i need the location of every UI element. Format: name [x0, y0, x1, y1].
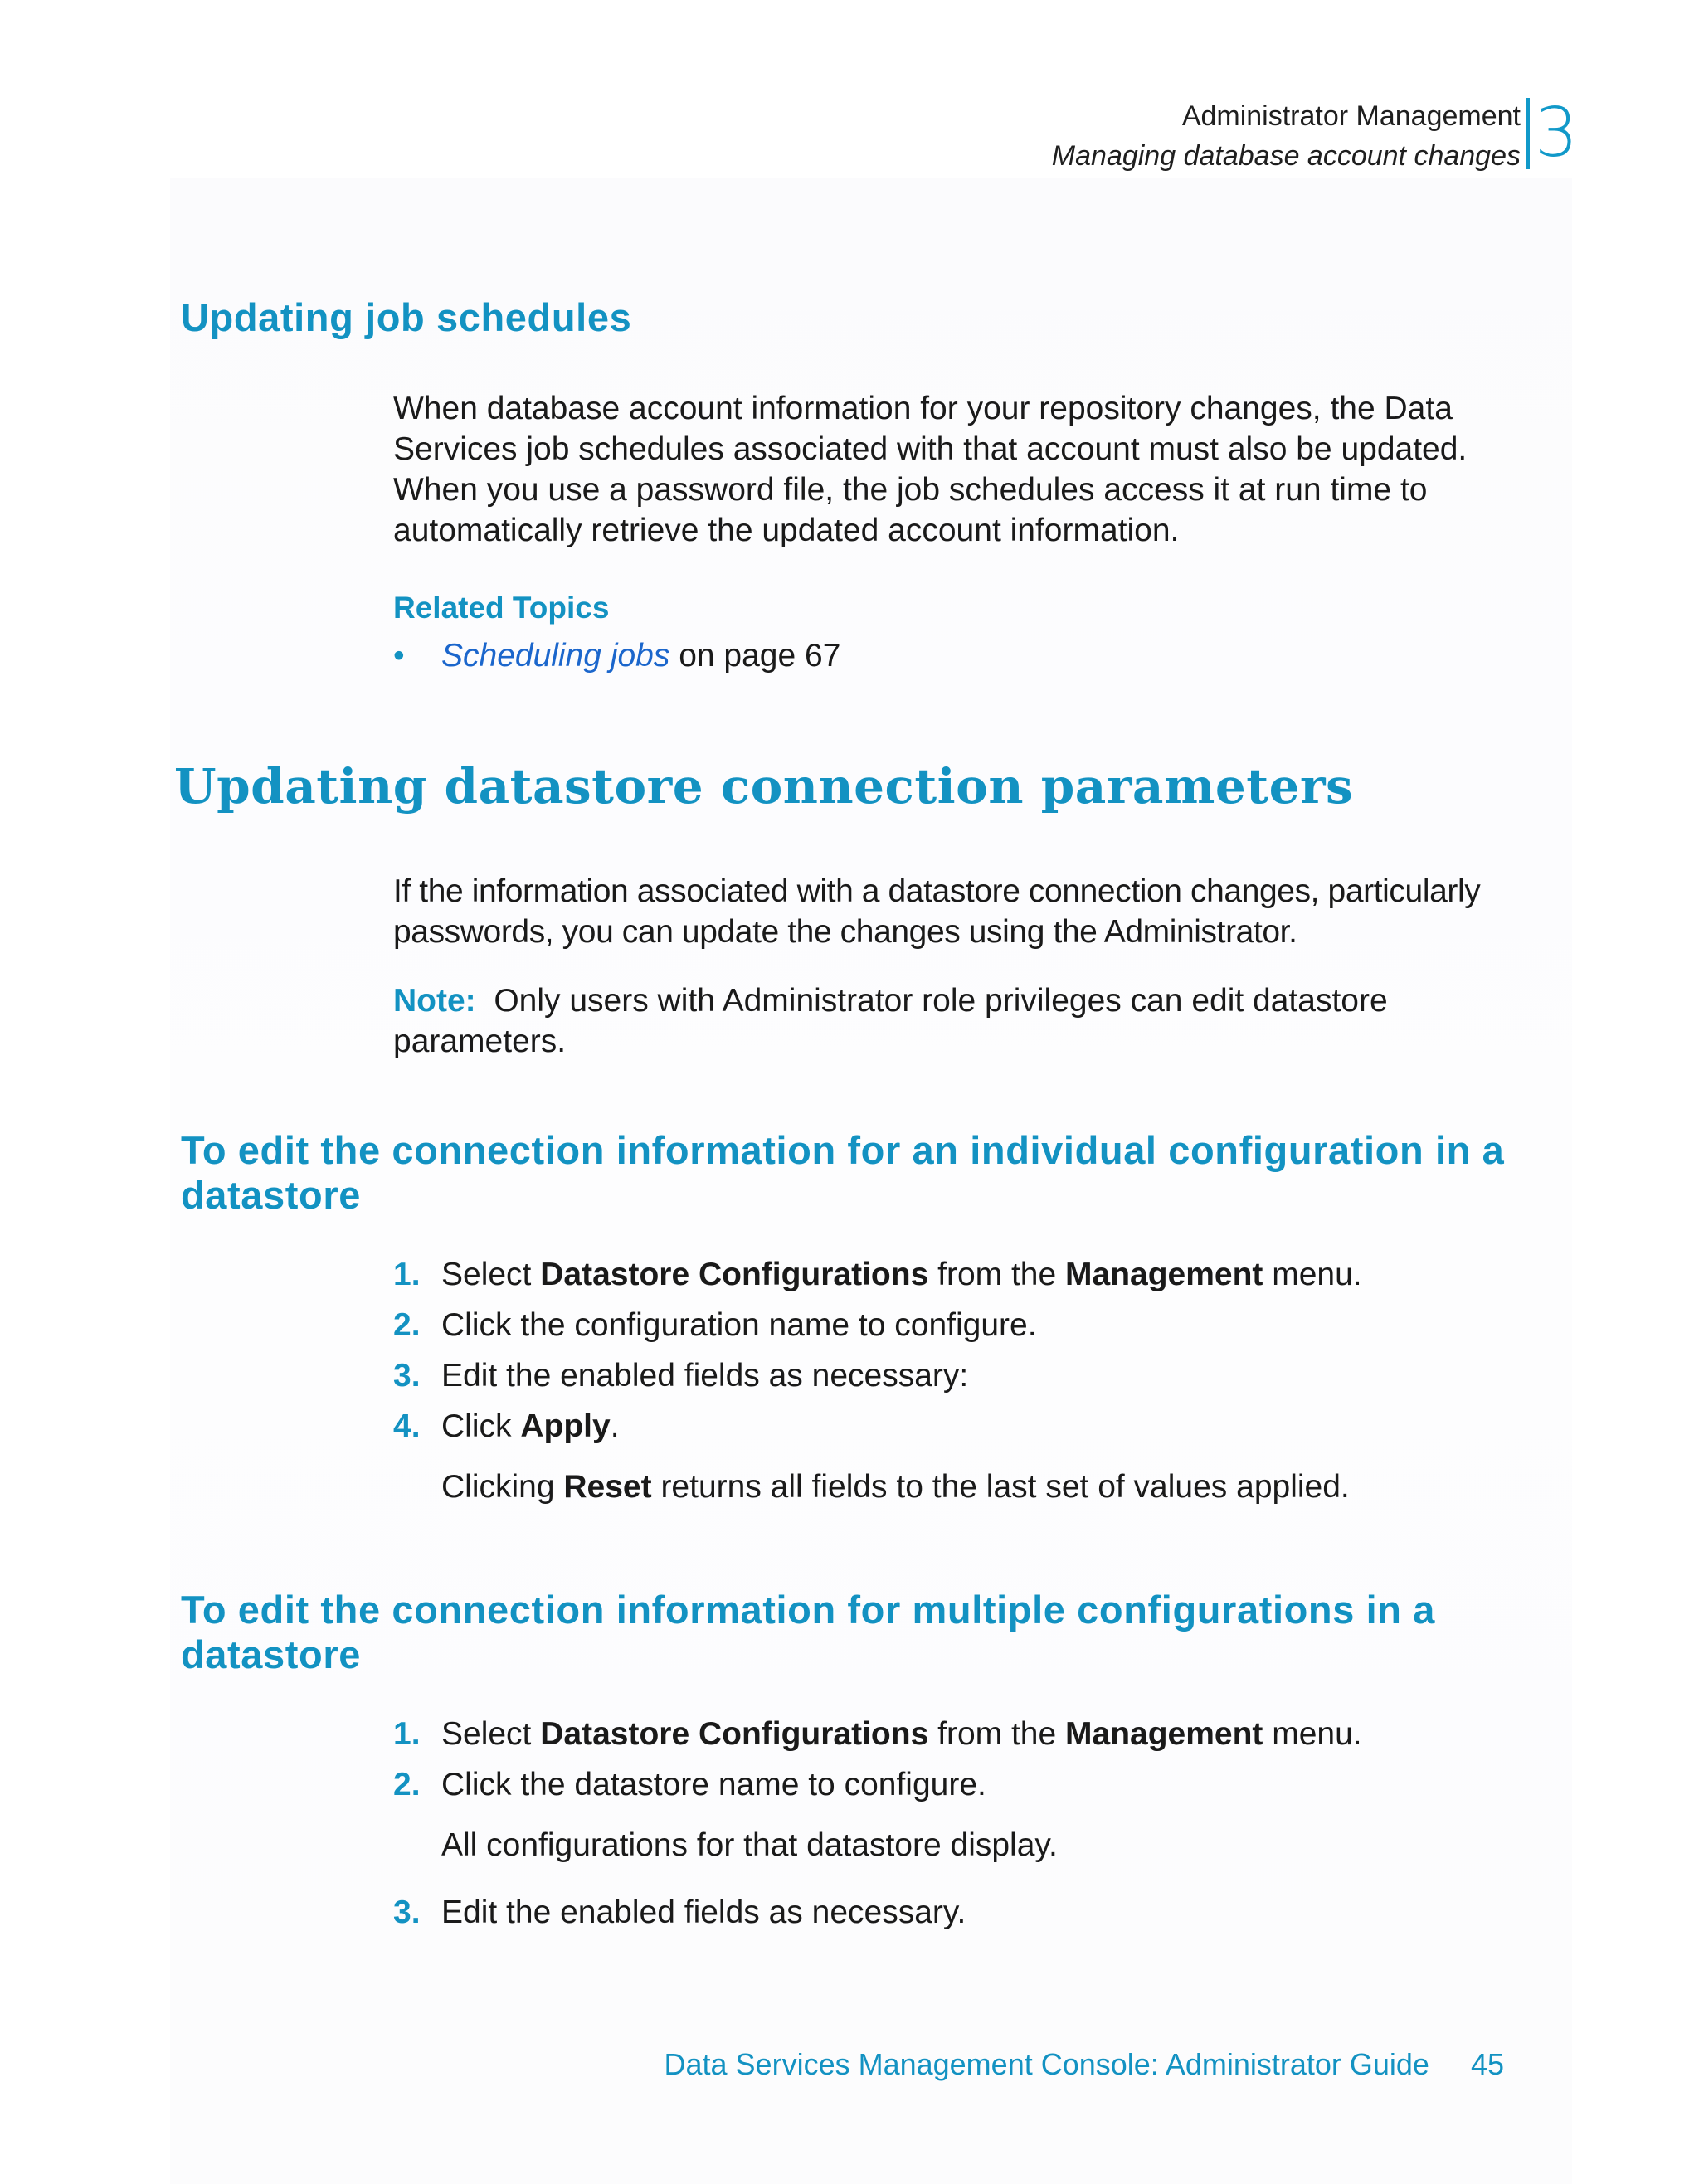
step-text: Click the datastore name to configure. — [441, 1767, 986, 1802]
scheduling-jobs-link[interactable]: Scheduling jobs — [441, 638, 670, 674]
page-footer — [665, 2047, 1505, 2082]
step-item — [393, 1892, 1362, 1943]
step-text: Clicking — [441, 1469, 564, 1505]
step-text: Select — [441, 1257, 541, 1292]
ui-term-reset: Reset — [563, 1469, 652, 1505]
step-number: 2. — [393, 1767, 421, 1802]
step-number: 2. — [393, 1307, 421, 1343]
heading-updating-datastore-connection-parameters: Updating datastore connection parameters — [174, 758, 1354, 815]
step-text: . — [610, 1408, 620, 1444]
section-title: Managing database account changes — [1051, 140, 1521, 172]
step-item — [393, 1764, 1362, 1805]
related-topic-page: on page 67 — [669, 638, 841, 674]
step-item — [393, 1305, 1362, 1355]
step-text: Click — [441, 1408, 521, 1444]
running-header — [1052, 96, 1521, 176]
ui-term-apply: Apply — [520, 1408, 611, 1444]
step-number: 3. — [393, 1895, 421, 1930]
step-item — [393, 1355, 1362, 1406]
step-continuation — [393, 1467, 1362, 1507]
step-text: Edit the enabled fields as necessary. — [441, 1895, 966, 1930]
chapter-title: Administrator Management — [1181, 100, 1521, 132]
note-text: Only users with Administrator role privileges can edit datastore parameters. — [393, 983, 1388, 1059]
datastore-paragraph: If the information associated with a datastore connection changes, particularly passwords, you can update the changes using the Administrator. — [393, 873, 1481, 950]
step-text: menu. — [1263, 1257, 1362, 1292]
step-text: from the — [928, 1257, 1066, 1292]
step-text: returns all fields to the last set of values applied. — [651, 1469, 1350, 1505]
footer-title: Data Services Management Console: Administrator Guide — [664, 2047, 1429, 2081]
step-continuation: All configurations for that datastore display. — [441, 1827, 1058, 1863]
step-text: Edit the enabled fields as necessary: — [441, 1358, 969, 1394]
chapter-number: 3 — [1535, 94, 1579, 173]
ui-term-datastore-configurations: Datastore Configurations — [540, 1716, 929, 1752]
note-label: Note: — [393, 983, 476, 1019]
ui-term-management: Management — [1065, 1257, 1263, 1292]
page-number: 45 — [1470, 2047, 1504, 2081]
step-number: 4. — [393, 1408, 421, 1444]
heading-edit-multiple-configurations: To edit the connection information for multiple configurations in a datastore — [181, 1588, 1435, 1676]
ui-term-datastore-configurations: Datastore Configurations — [540, 1257, 929, 1292]
step-item — [393, 1406, 1362, 1447]
heading-edit-individual-configuration: To edit the connection information for an individual configuration in a datastore — [181, 1128, 1505, 1217]
step-number: 3. — [393, 1358, 421, 1394]
step-number: 1. — [393, 1716, 421, 1752]
bullet-icon: • — [393, 638, 405, 674]
step-item — [393, 1714, 1362, 1764]
chapter-marker — [1526, 94, 1588, 173]
procedure2-steps — [393, 1714, 1362, 1943]
job-schedules-paragraph: When database account information for your repository changes, the Data Services job schedules associated with that account must also be updated. When you use a password file, the job schedules access it at run time to automatically retrieve the updated account information. — [393, 391, 1468, 548]
procedure1-steps — [393, 1254, 1362, 1524]
ui-term-management: Management — [1065, 1716, 1263, 1752]
note — [393, 980, 1538, 1062]
step-item — [393, 1254, 1362, 1305]
step-number: 1. — [393, 1257, 421, 1292]
related-topic-item — [393, 635, 840, 676]
step-text: from the — [928, 1716, 1066, 1752]
heading-updating-job-schedules: Updating job schedules — [181, 295, 632, 339]
step-text: Click the configuration name to configure. — [441, 1307, 1037, 1343]
step-text: menu. — [1263, 1716, 1362, 1752]
step-text: Select — [441, 1716, 541, 1752]
related-topics-title: Related Topics — [393, 591, 610, 625]
